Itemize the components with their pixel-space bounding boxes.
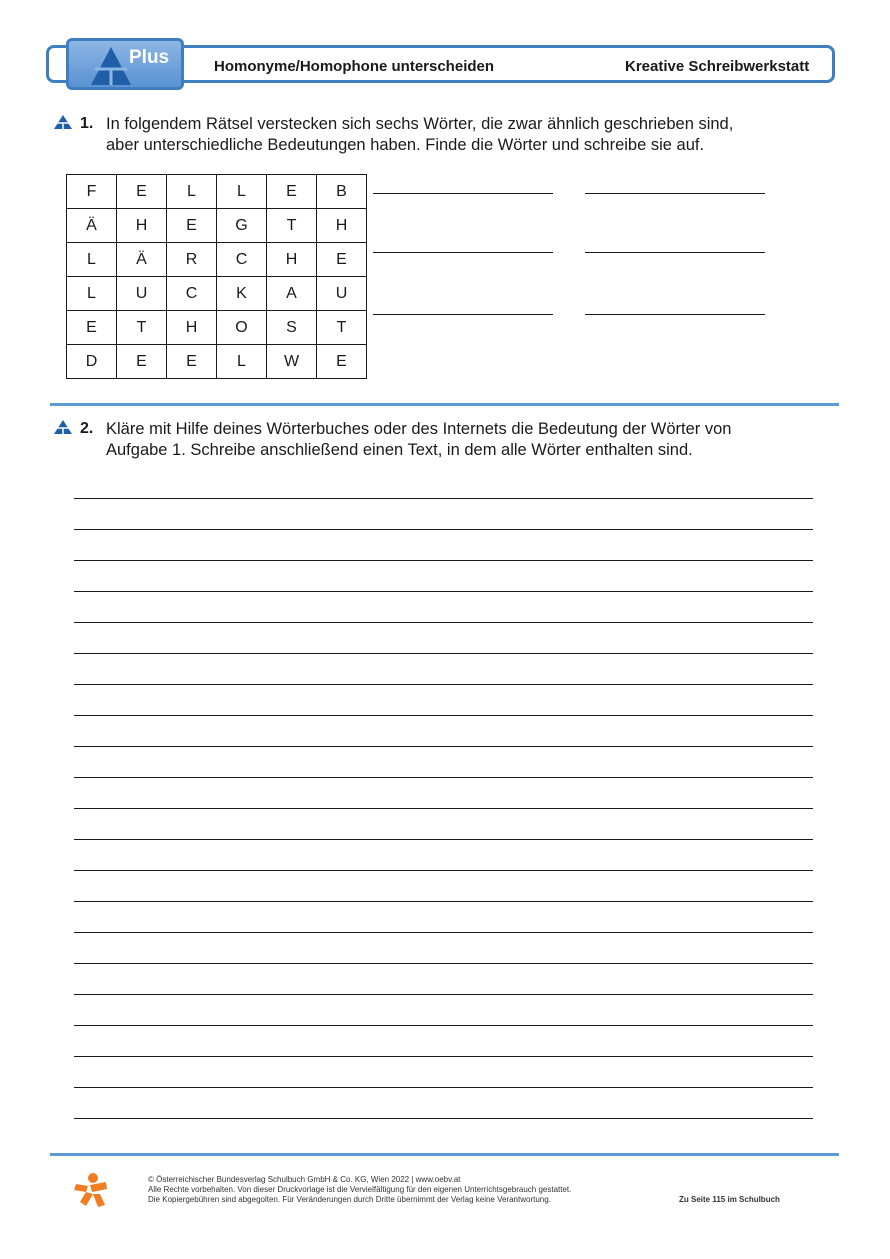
grid-cell: C [167,277,217,311]
grid-cell: K [217,277,267,311]
instruction-line: In folgendem Rätsel verstecken sich sechs Wörter, die zwar ähnlich geschrieben sind, [106,115,734,133]
grid-row [67,209,367,243]
task-triangle-icon [53,419,73,435]
instruction-line: Aufgabe 1. Schreibe anschließend einen Text, in dem alle Wörter enthalten sind. [106,441,693,459]
grid-row [67,277,367,311]
writing-line[interactable] [74,1025,813,1026]
writing-line[interactable] [74,746,813,747]
writing-line[interactable] [74,963,813,964]
writing-line[interactable] [74,1118,813,1119]
grid-cell: T [267,209,317,243]
grid-row [67,243,367,277]
grid-cell: L [167,175,217,209]
writing-line[interactable] [74,839,813,840]
footer-line: Alle Rechte vorbehalten. Von dieser Druckvorlage ist die Vervielfältigung für den eigenen Unterrichtsgebrauch gestattet. [148,1185,572,1194]
answer-line[interactable] [585,193,765,194]
task-triangle-icon [53,114,73,130]
writing-line[interactable] [74,870,813,871]
grid-cell: F [67,175,117,209]
grid-cell: E [67,311,117,345]
grid-cell: E [267,175,317,209]
grid-cell: E [117,175,167,209]
footer-line: © Österreichischer Bundesverlag Schulbuch GmbH & Co. KG, Wien 2022 | www.oebv.at [148,1175,461,1184]
instruction-line: aber unterschiedliche Bedeutungen haben. Finde die Wörter und schreibe sie auf. [106,136,705,154]
task-number: 2. [80,420,94,437]
writing-line[interactable] [74,777,813,778]
answer-line[interactable] [585,314,765,315]
writing-line[interactable] [74,591,813,592]
grid-cell: E [167,209,217,243]
grid-cell: O [217,311,267,345]
grid-cell: H [267,243,317,277]
grid-cell: E [167,345,217,379]
answer-line[interactable] [585,252,765,253]
writing-line[interactable] [74,932,813,933]
writing-line[interactable] [74,529,813,530]
grid-cell: H [317,209,367,243]
writing-line[interactable] [74,1087,813,1088]
task-instruction [106,419,732,461]
task-instruction [106,114,733,156]
grid-cell: L [217,345,267,379]
grid-cell: H [117,209,167,243]
writing-line[interactable] [74,715,813,716]
grid-cell: Ä [117,243,167,277]
writing-line[interactable] [74,498,813,499]
grid-cell: Ä [67,209,117,243]
grid-cell: E [317,243,367,277]
grid-cell: T [317,311,367,345]
logo-text: Plus [129,47,170,68]
grid-cell: W [267,345,317,379]
grid-cell: B [317,175,367,209]
word-puzzle-grid [66,174,367,379]
answer-line[interactable] [373,193,553,194]
writing-line[interactable] [74,653,813,654]
answer-line[interactable] [373,314,553,315]
writing-line[interactable] [74,994,813,995]
task-number: 1. [80,115,94,132]
grid-cell: G [217,209,267,243]
grid-cell: E [117,345,167,379]
grid-cell: R [167,243,217,277]
triangle-logo-icon [89,45,133,87]
grid-cell: U [317,277,367,311]
footer-divider [50,1153,839,1156]
grid-row [67,311,367,345]
writing-line[interactable] [74,684,813,685]
grid-cell: L [67,277,117,311]
answer-line[interactable] [373,252,553,253]
writing-line[interactable] [74,808,813,809]
footer-copyright [148,1175,571,1205]
footer-line: Die Kopiergebühren sind abgegolten. Für Veränderungen durch Dritte übernimmt der Verlag keine Verantwortung. [148,1195,551,1204]
section-divider [50,403,839,406]
writing-line[interactable] [74,901,813,902]
grid-cell: D [67,345,117,379]
grid-cell: A [267,277,317,311]
plus-logo [66,38,184,90]
page-reference: Zu Seite 115 im Schulbuch [679,1195,780,1204]
writing-line[interactable] [74,560,813,561]
page-title: Homonyme/Homophone unterscheiden [214,58,495,75]
grid-cell: H [167,311,217,345]
grid-cell: L [217,175,267,209]
grid-cell: E [317,345,367,379]
grid-row [67,175,367,209]
grid-cell: C [217,243,267,277]
section-title: Kreative Schreibwerkstatt [625,58,810,75]
instruction-line: Kläre mit Hilfe deines Wörterbuches oder des Internets die Bedeutung der Wörter von [106,420,732,438]
grid-row [67,345,367,379]
writing-line[interactable] [74,1056,813,1057]
publisher-logo-icon [72,1172,110,1210]
writing-line[interactable] [74,622,813,623]
grid-cell: T [117,311,167,345]
grid-cell: U [117,277,167,311]
grid-cell: S [267,311,317,345]
grid-cell: L [67,243,117,277]
